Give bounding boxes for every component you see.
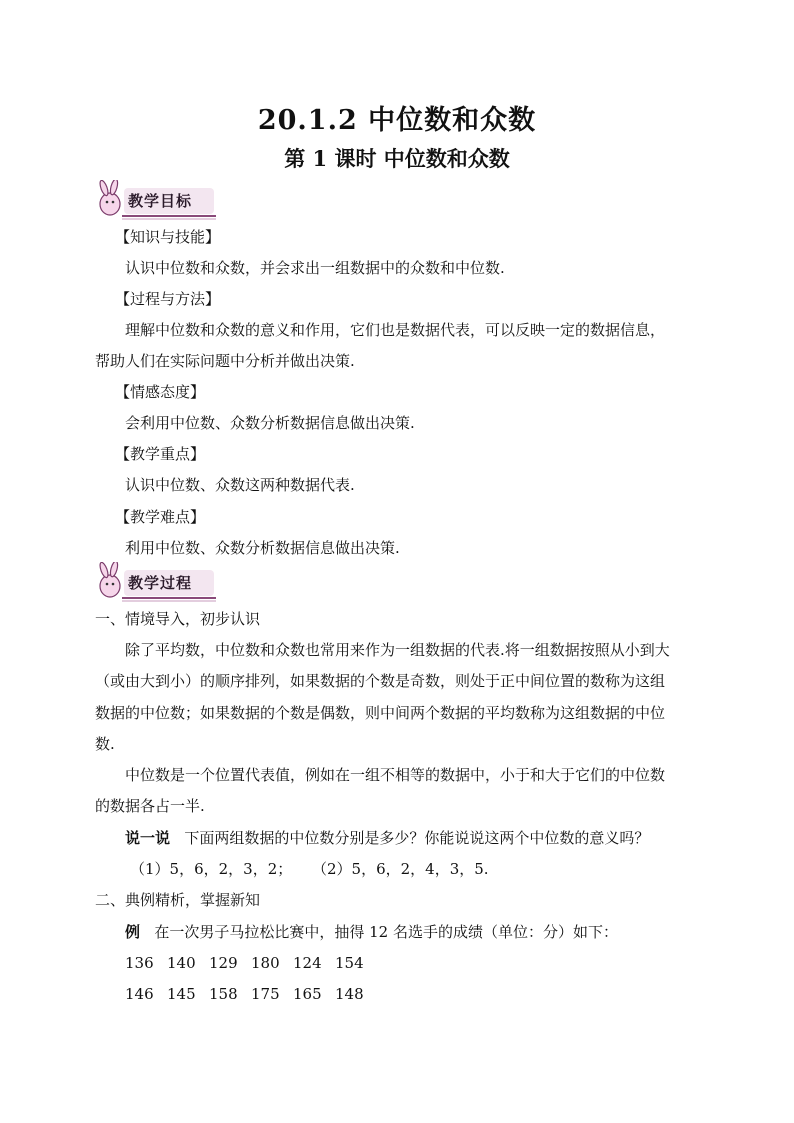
section-banner-process	[90, 562, 220, 602]
text-key-point: 认识中位数、众数这两种数据代表.	[125, 476, 355, 494]
score-value: 165	[293, 985, 322, 1003]
heading-attitude: 【情感态度】	[115, 383, 206, 401]
discussion-text: 下面两组数据的中位数分别是多少？你能说说这两个中位数的意义吗？	[184, 829, 650, 847]
text-process-2: 帮助人们在实际问题中分析并做出决策.	[95, 352, 355, 370]
heading-process: 【过程与方法】	[115, 290, 221, 308]
heading-key-point: 【教学重点】	[115, 445, 206, 463]
score-value: 146	[125, 985, 154, 1003]
text-knowledge: 认识中位数和众数，并会求出一组数据中的众数和中位数.	[125, 259, 505, 277]
text-process-1: 理解中位数和众数的意义和作用，它们也是数据代表，可以反映一定的数据信息，	[125, 321, 666, 339]
para1-line4: 数.	[95, 735, 115, 753]
section-banner-goals	[90, 180, 220, 220]
scores-row-1	[125, 953, 377, 973]
heading-knowledge: 【知识与技能】	[115, 228, 221, 246]
part1-heading: 一、情境导入，初步认识	[95, 610, 261, 628]
score-value: 140	[167, 954, 196, 972]
text-attitude: 会利用中位数、众数分析数据信息做出决策.	[125, 414, 415, 432]
para2-line1: 中位数是一个位置代表值，例如在一组不相等的数据中，小于和大于它们的中位数	[125, 766, 666, 784]
score-value: 154	[335, 954, 364, 972]
score-value: 180	[251, 954, 280, 972]
para2-line2: 的数据各占一半.	[95, 797, 205, 815]
para1-line2: （或由大到小）的顺序排列，如果数据的个数是奇数，则处于正中间位置的数称为这组	[95, 672, 666, 690]
section-banner-label: 教学过程	[128, 574, 193, 592]
example-label: 例	[125, 923, 141, 941]
text-difficulty: 利用中位数、众数分析数据信息做出决策.	[125, 539, 400, 557]
score-value: 124	[293, 954, 322, 972]
example-statement	[125, 922, 618, 942]
score-value: 158	[209, 985, 238, 1003]
discussion-label: 说一说	[125, 829, 171, 847]
score-value: 175	[251, 985, 280, 1003]
score-value: 145	[167, 985, 196, 1003]
part2-heading: 二、典例精析，掌握新知	[95, 891, 261, 909]
data-group-1: （1）5，6，2，3，2；	[130, 860, 293, 878]
section-banner-label: 教学目标	[128, 192, 193, 210]
heading-difficulty: 【教学难点】	[115, 508, 206, 526]
lesson-subtitle: 第 1 课时 中位数和众数	[284, 146, 510, 171]
lesson-title: 20.1.2 中位数和众数	[257, 105, 537, 136]
score-value: 148	[335, 985, 364, 1003]
score-value: 129	[209, 954, 238, 972]
para1-line1: 除了平均数，中位数和众数也常用来作为一组数据的代表.将一组数据按照从小到大	[125, 641, 670, 659]
discussion-prompt	[125, 828, 649, 848]
data-group-2: （2）5，6，2，4，3，5.	[312, 860, 489, 878]
example-text: 在一次男子马拉松比赛中，抽得 12 名选手的成绩（单位：分）如下：	[154, 923, 618, 941]
scores-row-2	[125, 984, 377, 1004]
para1-line3: 数据的中位数；如果数据的个数是偶数，则中间两个数据的平均数称为这组数据的中位	[95, 704, 666, 722]
score-value: 136	[125, 954, 154, 972]
